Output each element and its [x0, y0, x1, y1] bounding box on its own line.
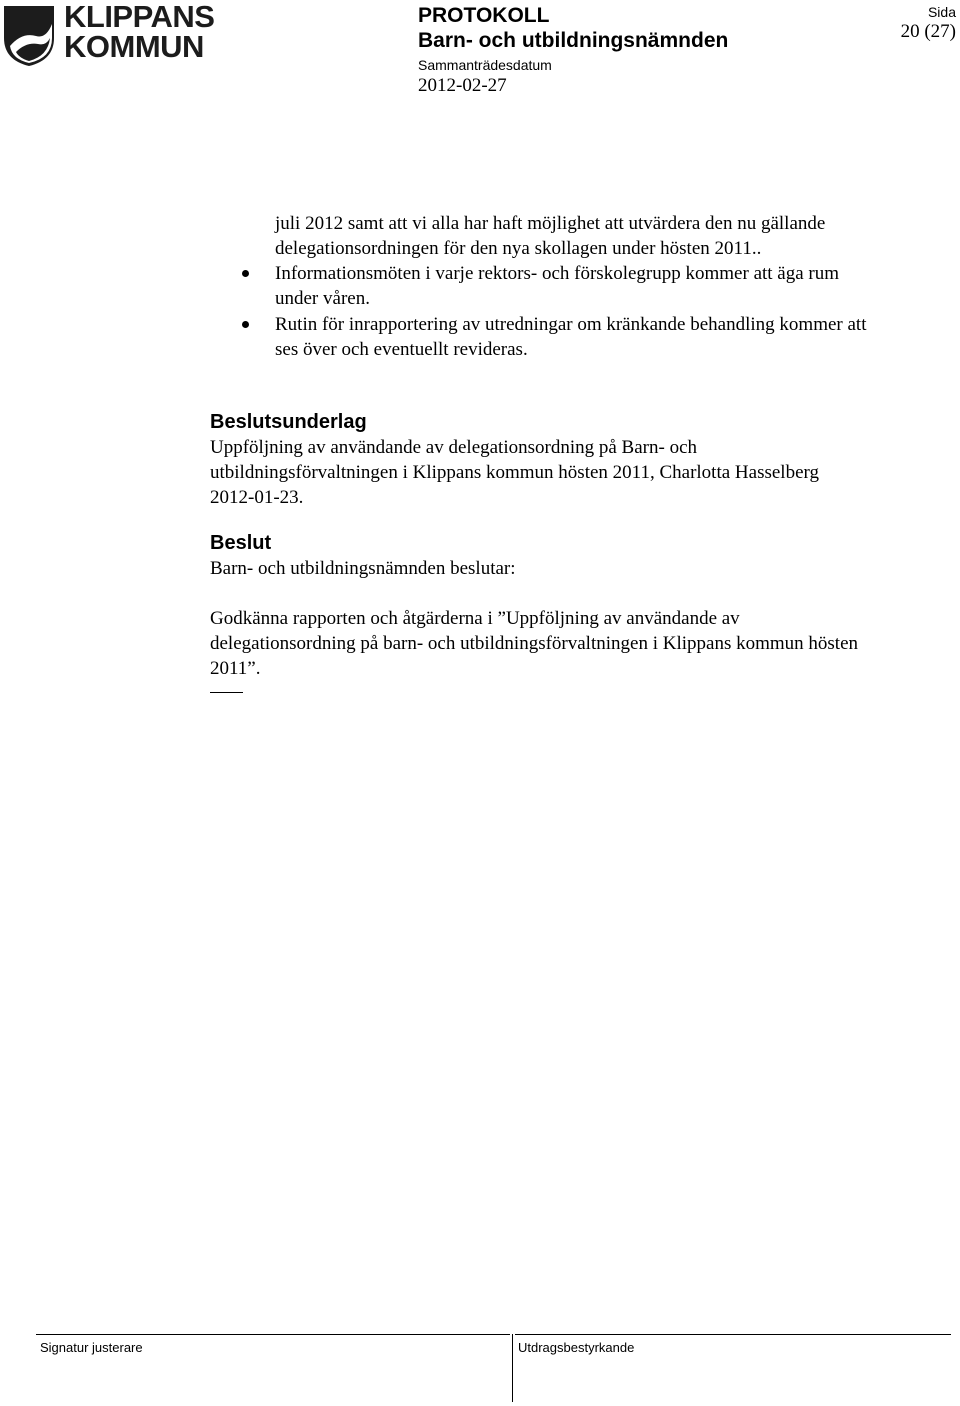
beslutsunderlag-section: [210, 410, 945, 510]
extract-rule: [515, 1334, 951, 1335]
extract-label: Utdragsbestyrkande: [518, 1340, 635, 1355]
bullet-1-line-2: under våren.: [275, 288, 370, 309]
beslutsunderlag-line: utbildningsförvaltningen i Klippans kommun hösten 2011, Charlotta Hasselberg: [210, 462, 819, 483]
meeting-date-label: Sammanträdesdatum: [418, 57, 552, 73]
municipality-logo: [2, 2, 216, 68]
signature-label: Signatur justerare: [40, 1340, 143, 1355]
meeting-date: 2012-02-27: [418, 75, 507, 96]
page-indicator: [901, 4, 956, 44]
continuation-line-1: juli 2012 samt att vi alla har haft möjlighet att utvärdera den nu gällande: [275, 213, 826, 234]
end-of-section-rule: [210, 692, 243, 693]
beslutsunderlag-line: Uppföljning av användande av delegationsordning på Barn- och: [210, 437, 697, 458]
bullet-2-line-1: Rutin för inrapportering av utredningar om kränkande behandling kommer att: [275, 314, 867, 335]
document-header: [418, 4, 728, 98]
logo-line-1: KLIPPANS: [64, 0, 215, 34]
beslut-line: Godkänna rapporten och åtgärderna i ”Uppföljning av användande av: [210, 608, 740, 629]
page-label: Sida: [927, 4, 956, 20]
beslut-section: [210, 531, 945, 681]
footer-divider: [512, 1334, 513, 1402]
logo-line-2: KOMMUN: [64, 29, 204, 64]
bullet-icon: [242, 321, 249, 328]
beslut-intro: Barn- och utbildningsnämnden beslutar:: [210, 558, 516, 579]
beslutsunderlag-line: 2012-01-23.: [210, 487, 304, 508]
bullet-icon: [242, 270, 249, 277]
bullet-2-line-2: ses över och eventuellt revideras.: [275, 339, 528, 360]
beslut-heading: Beslut: [210, 532, 272, 554]
logo-wordmark: [64, 2, 214, 62]
page-number: 20 (27): [900, 21, 956, 42]
bullet-1-line-1: Informationsmöten i varje rektors- och förskolegrupp kommer att äga rum: [275, 263, 840, 284]
coat-of-arms-icon: [2, 2, 58, 68]
beslutsunderlag-heading: Beslutsunderlag: [210, 411, 367, 433]
continuation-line-2: delegationsordningen för den nya skollagen under hösten 2011..: [275, 238, 762, 259]
committee-name: Barn- och utbildningsnämnden: [418, 29, 729, 52]
signature-rule: [36, 1334, 510, 1335]
beslut-line: 2011”.: [210, 658, 261, 679]
beslut-line: delegationsordning på barn- och utbildningsförvaltningen i Klippans kommun hösten: [210, 633, 859, 654]
blank-line: [210, 581, 945, 606]
document-title: PROTOKOLL: [418, 4, 550, 27]
